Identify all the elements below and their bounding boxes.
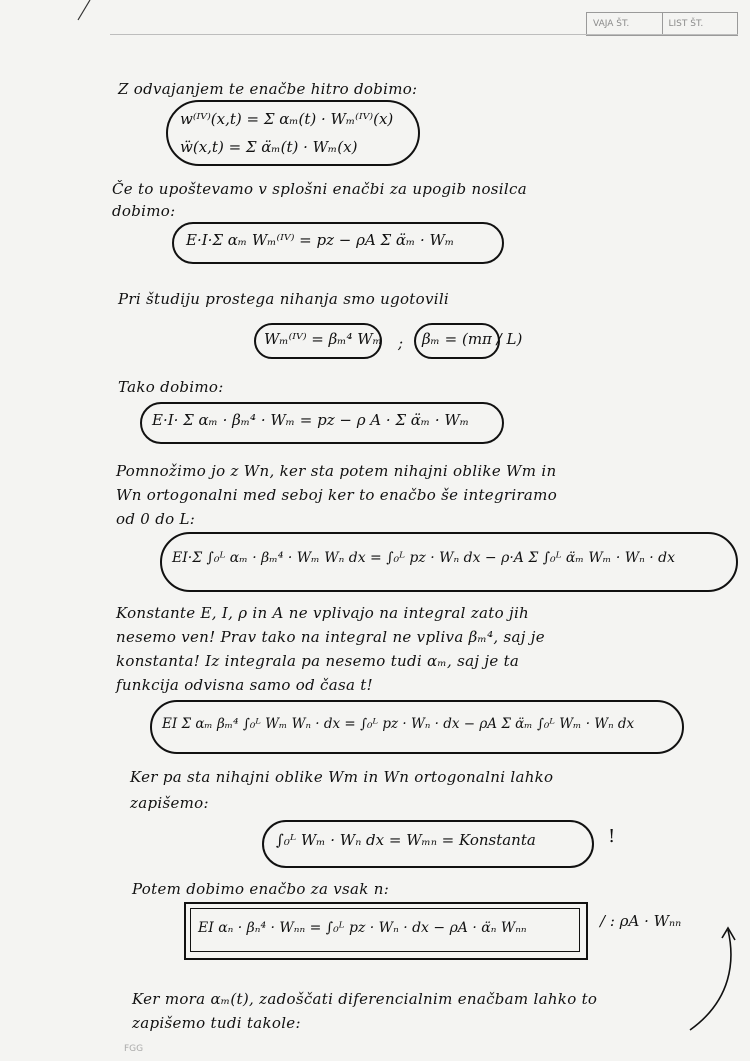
text-line: Ker pa sta nihajni oblike Wm in Wn ortogonalni lahko	[130, 768, 554, 786]
equation: E·I· Σ αₘ · βₘ⁴ · Wₘ = pz − ρ A · Σ α̈ₘ · Wₘ	[152, 411, 470, 429]
text-line: od 0 do L:	[116, 510, 196, 528]
text-line: Z odvajanjem te enačbe hitro dobimo:	[118, 80, 418, 98]
equation: EI αₙ · βₙ⁴ · Wₙₙ = ∫₀ᴸ pz · Wₙ · dx − ρA · α̈ₙ Wₙₙ	[198, 920, 527, 936]
sheet-number-field: LIST ŠT.	[662, 13, 738, 35]
exercise-number-field: VAJA ŠT.	[593, 19, 630, 29]
emphasis-mark: !	[608, 826, 616, 847]
equation: ∫₀ᴸ Wₘ · Wₙ dx = Wₘₙ = Konstanta	[276, 831, 536, 849]
equation-separator: ;	[398, 334, 404, 352]
text-line: Wn ortogonalni med seboj ker to enačbo še integriramo	[116, 486, 558, 504]
equation: EI Σ αₘ βₘ⁴ ∫₀ᴸ Wₘ Wₙ · dx = ∫₀ᴸ pz · Wₙ · dx − ρA Σ α̈ₘ ∫₀ᴸ Wₘ · Wₙ dx	[162, 716, 635, 732]
equation: w⁽ᴵⱽ⁾(x,t) = Σ αₘ(t) · Wₘ⁽ᴵⱽ⁾(x)	[180, 110, 394, 128]
text-line: Konstante E, I, ρ in A ne vplivajo na integral zato jih	[116, 604, 529, 622]
equation: Wₘ⁽ᴵⱽ⁾ = βₘ⁴ Wₘ	[264, 330, 382, 348]
text-line: Pomnožimo jo z Wn, ker sta potem nihajni oblike Wm in	[116, 462, 557, 480]
text-line: Ker mora αₘ(t), zadoščati diferencialnim enačbam lahko to	[132, 990, 598, 1008]
equation: EI·Σ ∫₀ᴸ αₘ · βₘ⁴ · Wₘ Wₙ dx = ∫₀ᴸ pz · Wₙ dx − ρ·A Σ ∫₀ᴸ α̈ₘ Wₘ · Wₙ · dx	[172, 550, 676, 566]
corner-mark: FGG	[124, 1044, 144, 1054]
text-line: funkcija odvisna samo od časa t!	[116, 676, 373, 694]
equation-operation: / : ρA · Wₙₙ	[600, 912, 682, 930]
text-line: Če to upoštevamo v splošni enačbi za upogib nosilca	[112, 180, 527, 198]
equation: βₘ = (mπ / L)	[422, 330, 523, 348]
equation: E·I·Σ αₘ Wₘ⁽ᴵⱽ⁾ = pz − ρA Σ α̈ₘ · Wₘ	[186, 231, 455, 249]
text-line: konstanta! Iz integrala pa nesemo tudi αₘ, saj je ta	[116, 652, 520, 670]
text-line: Potem dobimo enačbo za vsak n:	[132, 880, 390, 898]
equation: ẅ(x,t) = Σ α̈ₘ(t) · Wₘ(x)	[180, 138, 358, 156]
text-line: nesemo ven! Prav tako na integral ne vpliva βₘ⁴, saj je	[116, 628, 545, 646]
text-line: Tako dobimo:	[118, 378, 224, 396]
text-line: zapišemo tudi takole:	[132, 1014, 301, 1032]
text-line: dobimo:	[112, 202, 176, 220]
text-line: zapišemo:	[130, 794, 209, 812]
text-line: Pri študiju prostega nihanja smo ugotovili	[118, 290, 450, 308]
